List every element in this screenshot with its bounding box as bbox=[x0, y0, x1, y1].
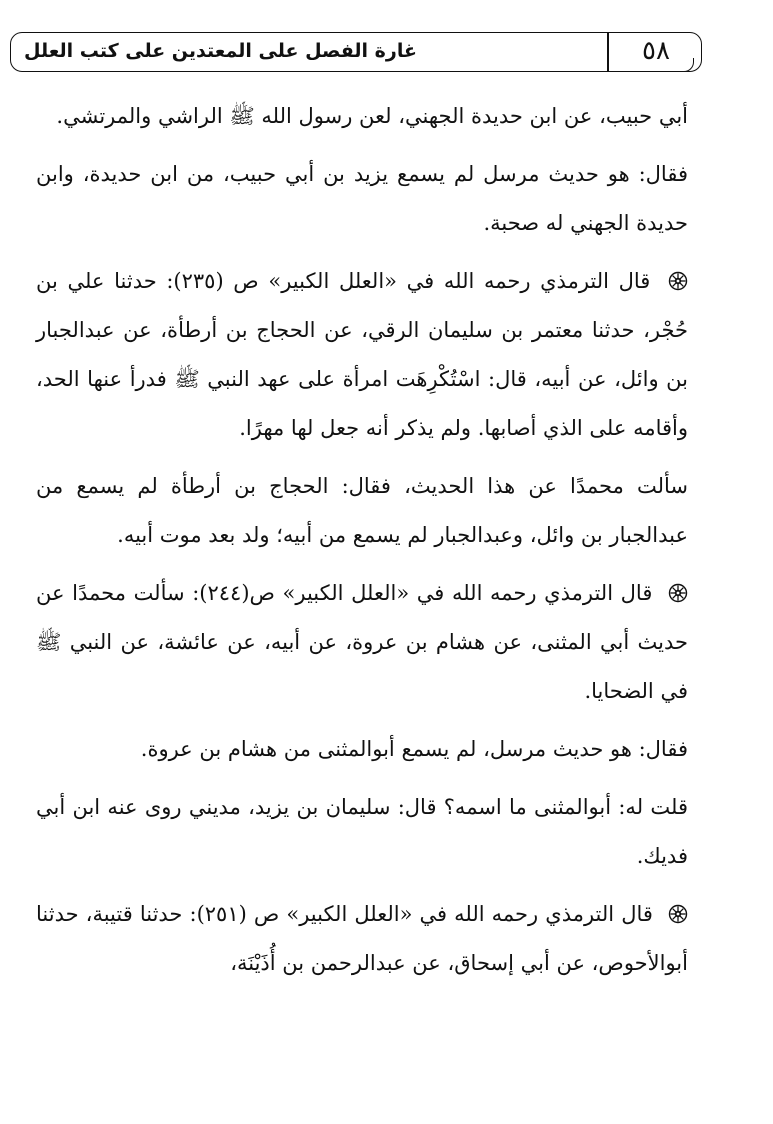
paragraph-text: سألت محمدًا عن هذا الحديث، فقال: الحجاج بن أرطأة لم يسمع من عبدالجبار بن وائل، وعبدالجبار لم يسمع من أبيه؛ ولد بعد موت أبيه. bbox=[36, 474, 688, 547]
page-number: ٥٨ bbox=[642, 36, 670, 66]
paragraph-text: قلت له: أبوالمثنى ما اسمه؟ قال: سليمان بن يزيد، مديني روى عنه ابن أبي فديك. bbox=[36, 795, 688, 868]
body-text bbox=[36, 92, 688, 997]
paragraph-text: قال الترمذي رحمه الله في «العلل الكبير» ص(٢٤٤): سألت محمدًا عن حديث أبي المثنى، عن هشام بن عروة، عن أبيه، عن عائشة، عن النبي ﷺ في الضحايا. bbox=[36, 581, 688, 703]
flower-marker-icon bbox=[668, 271, 688, 291]
paragraph bbox=[36, 890, 688, 988]
paragraph bbox=[36, 462, 688, 560]
flower-marker-icon bbox=[668, 583, 688, 603]
paragraph bbox=[36, 569, 688, 716]
paragraph-text: قال الترمذي رحمه الله في «العلل الكبير» ص (٢٣٥): حدثنا علي بن حُجْر، حدثنا معتمر بن سليمان الرقي، عن الحجاج بن أرطأة، عن عبدالجبار بن وائل، عن أبيه، قال: اسْتُكْرِهَت امرأة على عهد النبي ﷺ فدرأ عنها الحد، وأقامه على الذي أصابها. ولم يذكر أنه جعل لها مهرًا. bbox=[36, 269, 688, 440]
paragraph-text: قال الترمذي رحمه الله في «العلل الكبير» ص (٢٥١): حدثنا قتيبة، حدثنا أبوالأحوص، عن أبي إسحاق، عن عبدالرحمن بن أُذَيْنَة، bbox=[36, 902, 688, 975]
paragraph bbox=[36, 783, 688, 881]
flower-marker-icon bbox=[668, 904, 688, 924]
paragraph-text: فقال: هو حديث مرسل لم يسمع يزيد بن أبي حبيب، من ابن حديدة، وابن حديدة الجهني له صحبة. bbox=[36, 162, 688, 235]
page-number-hook bbox=[668, 58, 694, 72]
paragraph bbox=[36, 92, 688, 141]
paragraph bbox=[36, 725, 688, 774]
paragraph-text: أبي حبيب، عن ابن حديدة الجهني، لعن رسول الله ﷺ الراشي والمرتشي. bbox=[56, 104, 688, 128]
header-divider bbox=[607, 32, 609, 72]
paragraph-text: فقال: هو حديث مرسل، لم يسمع أبوالمثنى من هشام بن عروة. bbox=[140, 737, 688, 761]
paragraph bbox=[36, 150, 688, 248]
book-title: غارة الفصل على المعتدين على كتب العلل bbox=[24, 40, 417, 62]
running-header bbox=[10, 32, 704, 76]
paragraph bbox=[36, 257, 688, 453]
